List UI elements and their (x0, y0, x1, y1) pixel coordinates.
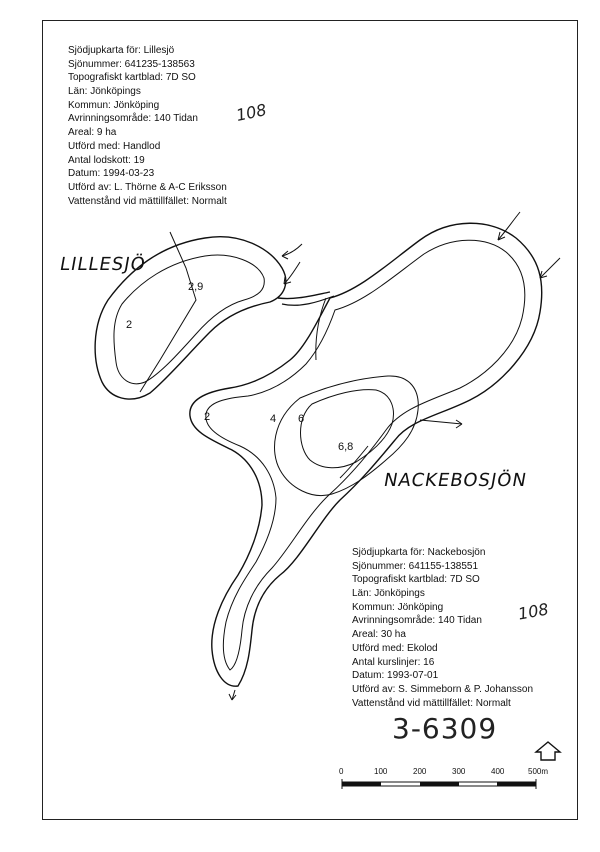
scale-tick-label: 200 (413, 767, 427, 776)
info-line: Antal kurslinjer: 16 (352, 656, 435, 668)
info-line: Utförd av: S. Simmeborn & P. Johansson (352, 683, 534, 695)
depth-label: 6 (298, 413, 305, 425)
info-line: Vattenstånd vid mättillfället: Normalt (68, 195, 227, 207)
info-line: Sjönummer: 641235-138563 (68, 58, 195, 70)
stamp-number: 3-6309 (392, 712, 498, 745)
lillesjo-profile-line (140, 232, 196, 392)
scale-tick-label: 500m (528, 767, 549, 776)
scale-tick-label: 100 (374, 767, 388, 776)
info-line: Sjödjupkarta för: Lillesjö (68, 45, 175, 56)
nackebosjon-contour-6 (301, 390, 394, 468)
info-line: Topografiskt kartblad: 7D SO (352, 574, 480, 586)
scale-bar (339, 767, 548, 789)
info-line: Datum: 1994-03-23 (68, 168, 155, 180)
info-line: Avrinningsområde: 140 Tidan (352, 615, 482, 627)
info-line: Antal lodskott: 19 (68, 154, 145, 166)
depth-label: 2 (204, 411, 211, 423)
scale-tick-label: 400 (491, 767, 505, 776)
info-line: Sjödjupkarta för: Nackebosjön (352, 547, 486, 558)
lillesjo-name-label: LILLESJÖ (58, 254, 148, 275)
scale-tick-label: 0 (339, 767, 344, 776)
info-line: Vattenstånd vid mättillfället: Normalt (352, 697, 511, 709)
lillesjo-contour-2 (114, 255, 264, 384)
info-line: Kommun: Jönköping (68, 99, 160, 111)
flow-arrow-icon (229, 212, 560, 700)
info-line: Utförd med: Ekolod (352, 642, 438, 654)
info-line: Län: Jönköpings (352, 588, 425, 600)
lillesjo-shoreline (95, 237, 286, 399)
depth-label: 2 (126, 319, 133, 331)
nackebosjon-name-label: NACKEBOSJÖN (382, 470, 529, 491)
depth-label: 6,8 (338, 441, 354, 453)
north-arrow-icon (536, 742, 560, 760)
info-line: Datum: 1993-07-01 (352, 670, 439, 682)
info-line: Utförd med: Handlod (68, 140, 161, 152)
info-line: Kommun: Jönköping (352, 601, 444, 613)
lillesjo-handwritten-number: 108 (234, 100, 269, 125)
info-line: Utförd av: L. Thörne & A-C Eriksson (68, 181, 227, 193)
info-line: Topografiskt kartblad: 7D SO (68, 72, 196, 84)
depth-label: 4 (270, 413, 277, 425)
channel (278, 292, 330, 299)
depth-label: 2,9 (188, 281, 204, 293)
info-line: Areal: 9 ha (68, 127, 117, 139)
info-line: Areal: 30 ha (352, 629, 406, 641)
info-line: Avrinningsområde: 140 Tidan (68, 113, 198, 125)
nackebosjon-handwritten-number: 108 (516, 599, 550, 624)
info-line: Sjönummer: 641155-138551 (352, 560, 479, 572)
nackebosjon-shoreline (190, 223, 542, 686)
scale-tick-label: 300 (452, 767, 466, 776)
info-line: Län: Jönköpings (68, 86, 141, 98)
